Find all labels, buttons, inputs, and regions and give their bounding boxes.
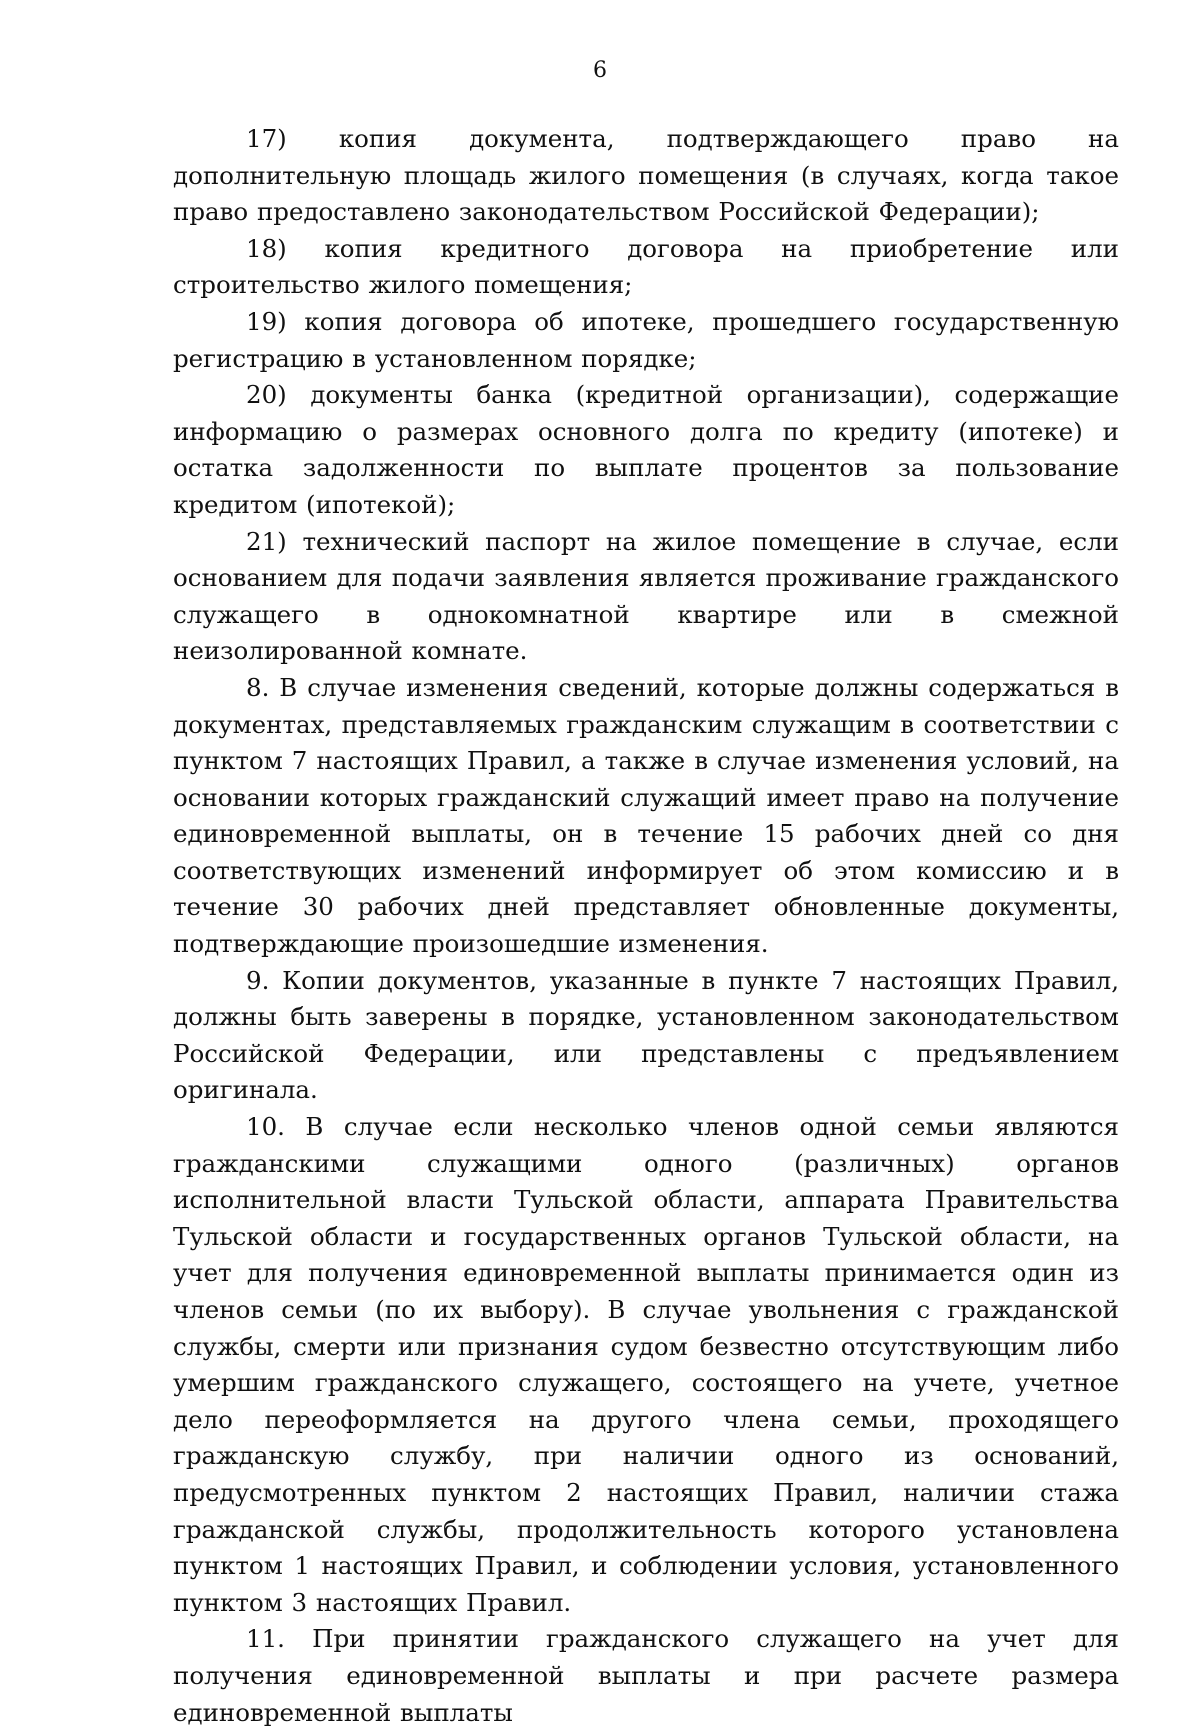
document-body [173,121,1119,1731]
paragraph-item-18: 18) копия кредитного договора на приобретение или строительство жилого помещения; [173,233,1119,300]
page-number: 6 [593,58,607,83]
paragraph-clause-9: 9. Копии документов, указанные в пункте 7 настоящих Правил, должны быть заверены в порядке, установленном законодательством Российской Федерации, или представлены с предъявлением оригинала. [173,965,1119,1105]
paragraph-clause-10: 10. В случае если несколько членов одной семьи являются гражданскими служащими одного (различных) органов исполнительной власти Тульской области, аппарата Правительства Тульской области и государственных органов Тульской области, на учет для получения единовременной выплаты принимается один из членов семьи (по их выбору). В случае увольнения с гражданской службы, смерти или признания судом безвестно отсутствующим либо умершим гражданского служащего, состоящего на учете, учетное дело переоформляется на другого члена семьи, проходящего гражданскую службу, при наличии одного из оснований, предусмотренных пунктом 2 настоящих Правил, наличии стажа гражданской службы, продолжительность которого установлена пунктом 1 настоящих Правил, и соблюдении условия, установленного пунктом 3 настоящих Правил. [173,1112,1119,1617]
paragraph-item-19: 19) копия договора об ипотеке, прошедшего государственную регистрацию в установленном порядке; [173,306,1119,373]
paragraph-item-17: 17) копия документа, подтверждающего право на дополнительную площадь жилого помещения (в случаях, когда такое право предоставлено законодательством Российской Федерации); [173,124,1119,227]
paragraph-item-21: 21) технический паспорт на жилое помещение в случае, если основанием для подачи заявления является проживание гражданского служащего в однокомнатной квартире или в смежной неизолированной комнате. [173,526,1119,666]
paragraph-item-20: 20) документы банка (кредитной организации), содержащие информацию о размерах основного долга по кредиту (ипотеке) и остатка задолженности по выплате процентов за пользование кредитом (ипотекой); [173,380,1119,519]
paragraph-clause-8: 8. В случае изменения сведений, которые должны содержаться в документах, представляемых гражданским служащим в соответствии с пунктом 7 настоящих Правил, а также в случае изменения условий, на основании которых гражданский служащий имеет право на получение единовременной выплаты, он в течение 15 рабочих дней со дня соответствующих изменений информирует об этом комиссию и в течение 30 рабочих дней представляет обновленные документы, подтверждающие произошедшие изменения. [173,672,1119,959]
paragraph-clause-11: 11. При принятии гражданского служащего на учет для получения единовременной выплаты и при расчете размера единовременной выплаты [173,1624,1119,1727]
